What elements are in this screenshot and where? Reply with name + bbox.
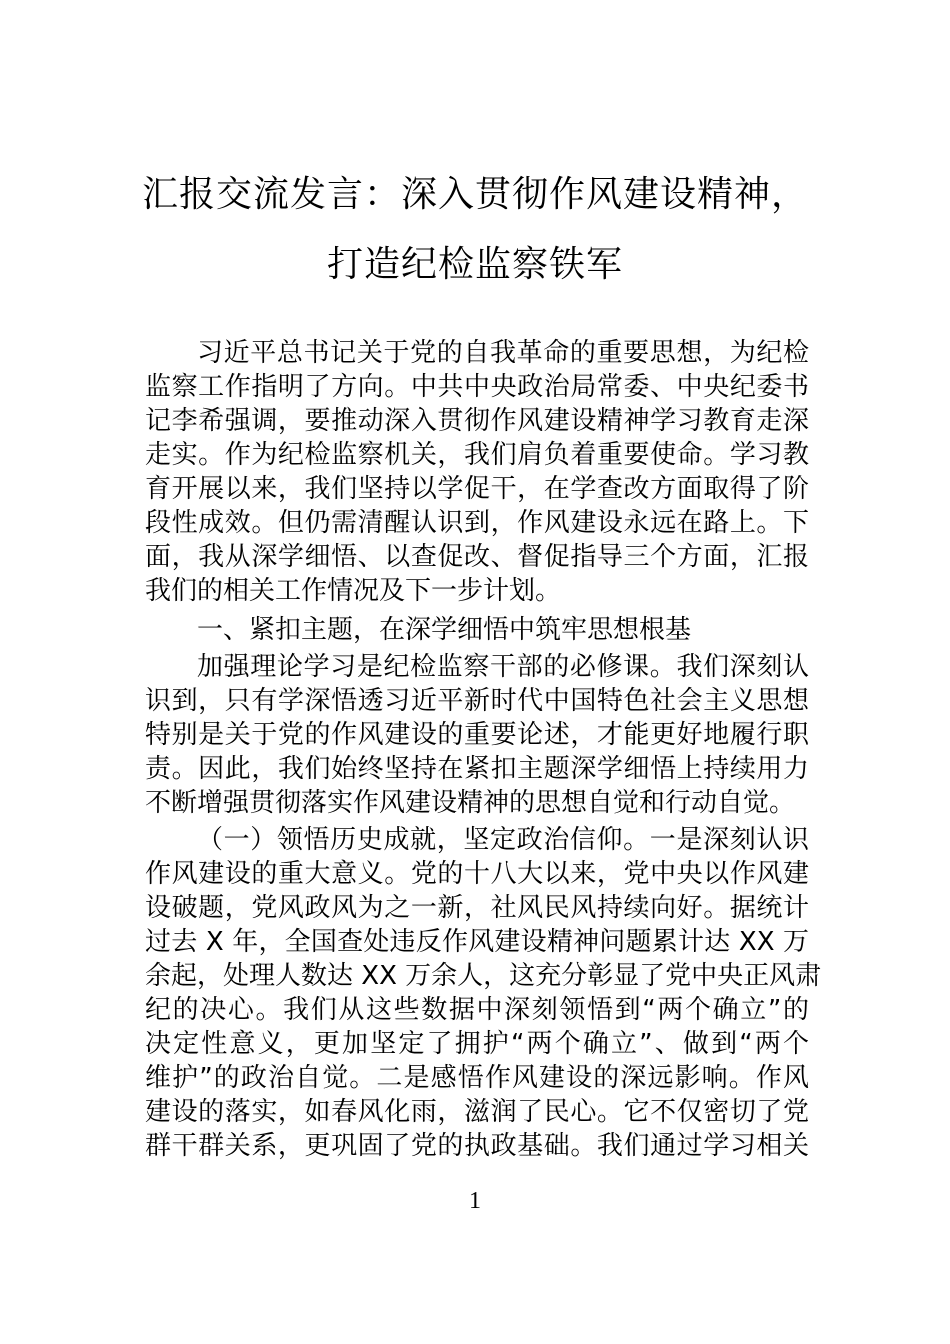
body-line: 面，我从深学细悟、以查促改、督促指导三个方面，汇报: [145, 542, 809, 572]
body-line: 不断增强贯彻落实作风建设精神的思想自觉和行动自觉。: [145, 788, 796, 818]
body-line: 建设的落实，如春风化雨，滋润了民心。它不仅密切了党: [145, 1097, 809, 1127]
document-title-line-2: 打造纪检监察铁军: [326, 244, 623, 285]
body-line: 余起，处理人数达 XX 万余人，这充分彰显了党中央正风肃: [145, 961, 822, 991]
document-title-line-1: 汇报交流发言：深入贯彻作风建设精神，: [141, 174, 808, 215]
body-line: 过去 X 年，全国查处违反作风建设精神问题累计达 XX 万: [145, 927, 809, 957]
body-line: 设破题，党风政风为之一新，社风民风持续向好。据统计: [145, 893, 809, 923]
body-line: 纪的决心。我们从这些数据中深刻领悟到“两个确立”的: [145, 995, 809, 1025]
body-line: 段性成效。但仍需清醒认识到，作风建设永远在路上。下: [145, 508, 809, 538]
body-line: 群干群关系，更巩固了党的执政基础。我们通过学习相关: [145, 1131, 809, 1161]
body-line: 特别是关于党的作风建设的重要论述，才能更好地履行职: [145, 720, 809, 750]
body-line: 习近平总书记关于党的自我革命的重要思想，为纪检: [197, 338, 809, 368]
body-line: 加强理论学习是纪检监察干部的必修课。我们深刻认: [197, 652, 809, 682]
body-line: 维护”的政治自觉。二是感悟作风建设的深远影响。作风: [145, 1063, 809, 1093]
body-line: 监察工作指明了方向。中共中央政治局常委、中央纪委书: [145, 372, 809, 402]
body-line: （一）领悟历史成就，坚定政治信仰。一是深刻认识: [197, 825, 809, 855]
body-line: 我们的相关工作情况及下一步计划。: [145, 576, 562, 606]
body-line: 育开展以来，我们坚持以学促干，在学查改方面取得了阶: [145, 474, 809, 504]
page-number: 1: [469, 1188, 481, 1214]
body-line: 责。因此，我们始终坚持在紧扣主题深学细悟上持续用力: [145, 754, 809, 784]
body-line: 记李希强调，要推动深入贯彻作风建设精神学习教育走深: [145, 406, 809, 436]
body-line: 走实。作为纪检监察机关，我们肩负着重要使命。学习教: [145, 440, 809, 470]
body-line: 作风建设的重大意义。党的十八大以来，党中央以作风建: [145, 859, 809, 889]
section-heading: 一、紧扣主题，在深学细悟中筑牢思想根基: [197, 615, 692, 645]
body-line: 识到，只有学深悟透习近平新时代中国特色社会主义思想: [145, 686, 809, 716]
body-line: 决定性意义，更加坚定了拥护“两个确立”、做到“两个: [145, 1029, 809, 1059]
